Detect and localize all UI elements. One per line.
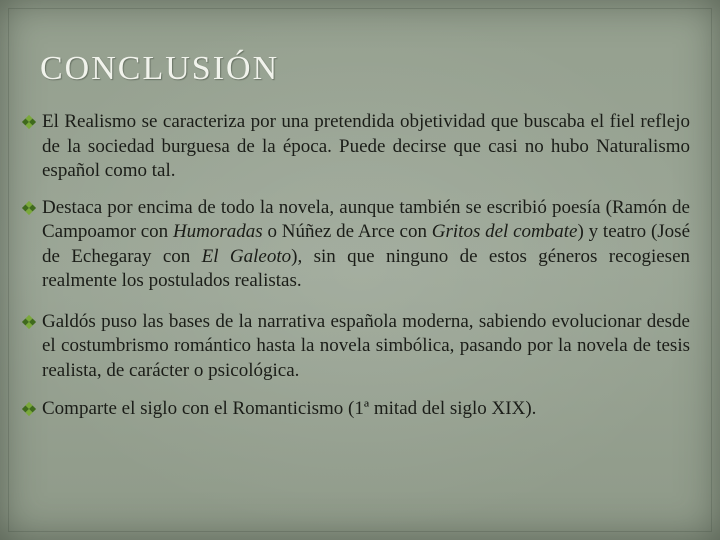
bullet-text-part: Destaca por encima de todo la novela, aunque también se escribió poesía (Ramón de Campoamor con [42,196,690,242]
checkered-diamond-icon [20,199,38,217]
bullet-text: Galdós puso las bases de la narrativa española moderna, sabiendo evolucionar desde el costumbrismo romántico hasta la novela simbólica, pasando por la novela de tesis realista, de carácter o psicológica. [42,310,690,381]
work-title: Gritos del combate [431,221,578,242]
bullet-list [20,110,690,436]
bullet-item [20,110,690,184]
bullet-text-part: o Núñez de Arce con [262,221,432,242]
checkered-diamond-icon [20,313,38,331]
checkered-diamond-icon [20,113,38,131]
work-title: El Galeoto [201,245,292,267]
slide-title: CONCLUSIÓN [40,50,280,87]
bullet-text-part: ) y teatro (José de Echegaray con [42,221,690,267]
work-title: Humoradas [172,221,263,242]
bullet-text: El Realismo se caracteriza por una pretendida objetividad que buscaba el fiel reflejo de la sociedad burguesa de la época. Puede decirse que casi no hubo Naturalismo español como tal. [42,111,690,181]
bullet-text-part: ), sin que ninguno de estos géneros recogiesen realmente los postulados realistas. [42,245,690,291]
bullet-item [20,310,690,384]
bullet-text: Comparte el siglo con el Romanticismo (1ª mitad del siglo XIX). [42,398,537,419]
bullet-item [20,196,690,294]
checkered-diamond-icon [20,400,38,418]
bullet-item [20,397,690,422]
